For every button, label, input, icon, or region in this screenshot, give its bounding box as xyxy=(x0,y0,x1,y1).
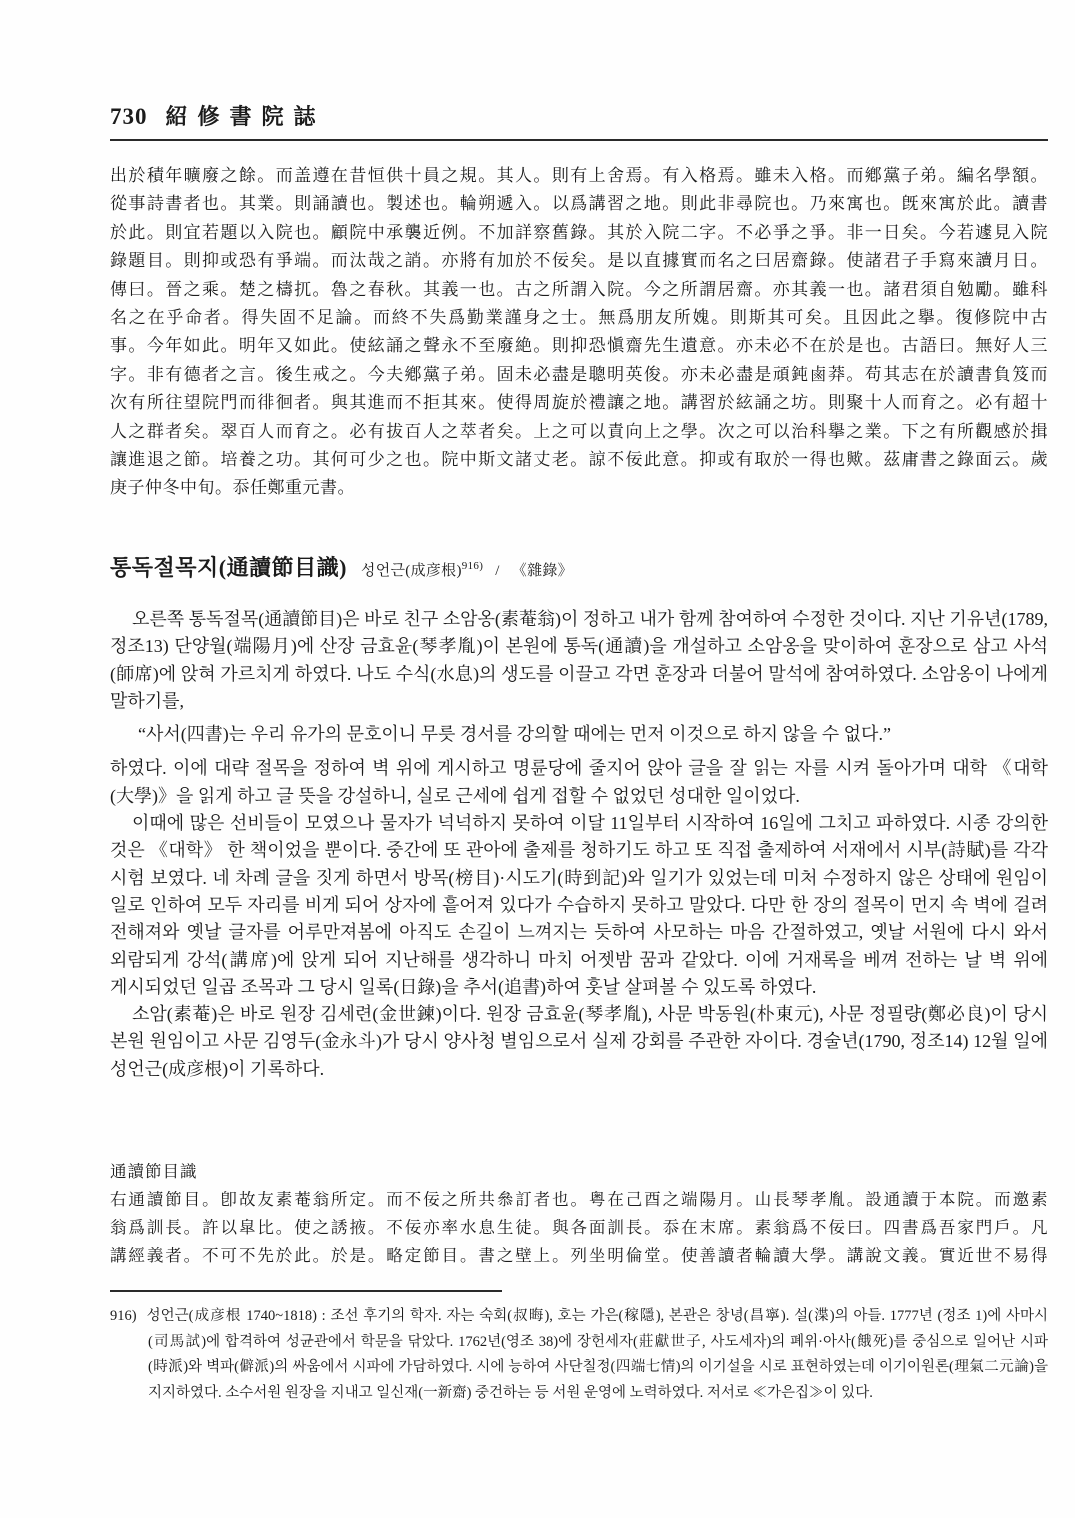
section-meta xyxy=(361,559,573,580)
appendix-line: 右通讀節目。卽故友素菴翁所定。而不佞之所共叅訂者也。粤在己酉之端陽月。山長琴孝胤。設通讀于本院。而邀素 xyxy=(110,1190,1048,1209)
body-paragraph: 소암(素菴)은 바로 원장 김세련(金世鍊)이다. 원장 금효윤(琴孝胤), 사문 박동원(朴東元), 사문 정필량(鄭必良)이 당시 본원 원임이고 사문 김영두(金永斗)가 당시 양사청 별임으로서 실제 강회를 주관한 자이다. 경술년(1790, 정조14) 12월 일에 성언근(成彦根)이 기록하다. xyxy=(110,1004,1048,1079)
hanja-line: 庚子仲冬中旬。忝任鄭重元書。 xyxy=(110,478,355,498)
body-quote: “사서(四書)는 우리 유가의 문호이니 무릇 경서를 강의할 때에는 먼저 이것으로 하지 않을 수 없다.” xyxy=(138,724,891,745)
footnote-reference: 916) xyxy=(461,560,484,572)
hanja-line: 出於積年曠廢之餘。而盖遵在昔恒供十員之規。其人。則有上舍焉。有入格焉。雖未入格。而鄕黨子弟。編名學額。 xyxy=(110,166,1048,185)
meta-separator: / xyxy=(495,563,500,579)
hanja-line: 從事詩書者也。其業。則誦讀也。製述也。輪朔遞入。以爲講習之地。則此非尋院也。乃來寓也。旣來寓於此。讀書 xyxy=(110,194,1048,214)
section-title: 통독절목지(通讀節目識) xyxy=(110,555,347,580)
hanja-line: 錄題目。則抑或恐有爭端。而汰哉之誚。亦將有加於不佞矣。是以直據實而名之曰居齋錄。使諸君子手寫來讀月日。 xyxy=(110,251,1048,271)
footnote-entry xyxy=(110,1304,1048,1406)
hanja-line: 傳曰。晉之乘。楚之檮扤。魯之春秋。其義一也。古之所謂入院。今之所謂居齋。亦其義一也。諸君須自勉勵。雖科 xyxy=(110,279,1048,299)
footnote-text: 성언근(成彦根 1740~1818) : 조선 후기의 학자. 자는 숙회(叔晦), 호는 가은(稼隱), 본관은 창녕(昌寧). 설(渫)의 아들. 1777년 (정조 1)에 사마시(司馬試)에 합격하여 성균관에서 학문을 닦았다. 1762년(영조 38)에 장헌세자(莊獻世子, 사도세자)의 폐위·아사(餓死)를 중심으로 일어난 시파(時派)와 벽파(僻派)의 싸움에서 시파에 가담하였다. 시에 능하여 사단칠정(四端七情)의 이기설을 시로 표현하였는데 이기이원론(理氣二元論)을 지지하였다. 소수서원 원장을 지내고 일신재(一新齋) 중건하는 등 서원 운영에 노력하였다. 저서로 ≪가은집≫이 있다. xyxy=(146,1308,1048,1401)
section-source: 《雜錄》 xyxy=(511,563,573,579)
body-paragraph: 하였다. 이에 대략 절목을 정하여 벽 위에 게시하고 명륜당에 줄지어 앉아 글을 잘 읽는 자를 시켜 돌아가며 대학 《대학(大學)》을 읽게 하고 글 뜻을 강설하니, 실로 근세에 쉽게 접할 수 없었던 성대한 일이었다. xyxy=(110,758,1048,806)
appendix-line: 翁爲訓長。許以皐比。使之誘掖。不佞亦率水息生徒。與各面訓長。忝在末席。素翁爲不佞曰。四書爲吾家門戶。凡 xyxy=(110,1218,1048,1237)
hanja-line: 人之群者矣。翠百人而育之。必有拔百人之萃者矣。上之可以責向上之學。次之可以治科擧之業。下之有所觀感於揖 xyxy=(110,421,1048,441)
hanja-line: 字。非有德者之言。後生戒之。今夫鄕黨子弟。固未必盡是聰明英俊。亦未必盡是頑鈍鹵莽。苟其志在於讀書負笈而 xyxy=(110,364,1048,384)
hanja-line: 讓進退之節。培養之功。其何可少之也。院中斯文諸丈老。諒不佞此意。抑或有取於一得也歟。茲庸書之錄面云。歲 xyxy=(110,450,1048,470)
appendix-heading: 通讀節目識 xyxy=(110,1162,198,1181)
book-title: 紹修書院誌 xyxy=(165,104,326,129)
footnote-divider xyxy=(110,1290,502,1292)
hanja-line: 名之在乎命者。得失固不足論。而終不失爲勤業謹身之士。無爲朋友所媿。則斯其可矣。且因此之擧。復修院中古 xyxy=(110,308,1048,328)
hanja-line: 於此。則宜若題以入院也。顧院中承襲近例。不加詳察舊錄。其於入院二字。不必爭之爭。非一日矣。今若遽見入院 xyxy=(110,222,1048,242)
hanja-text-block xyxy=(110,162,1048,503)
section-author: 성언근(成彦根) xyxy=(360,563,462,579)
body-paragraph: 이때에 많은 선비들이 모였으나 물자가 넉넉하지 못하여 이달 11일부터 시작하여 16일에 그치고 파하였다. 시종 강의한 것은 《대학》 한 책이었을 뿐이다. 중간에 또 관아에 출제를 청하기도 하고 또 직접 출제하여 서재에서 시부(詩賦)를 각각 시험 보였다. 네 차례 글을 짓게 하면서 방목(榜目)·시도기(時到記)와 일기가 있었는데 미처 수정하지 않은 상태에 원임이 일로 인하여 모두 자리를 비게 되어 상자에 흩어져 있다가 수습하지 못하고 말았다. 다만 한 장의 절목이 먼지 속 벽에 걸려 전해져와 옛날 글자를 어루만져봄에 아직도 손길이 느껴지는 듯하여 사모하는 마음 간절하였고, 옛날 서원에 다시 와서 외람되게 강석(講席)에 앉게 되어 지난해를 생각하니 마치 어젯밤 꿈과 같았다. 이에 거재록을 베껴 전하는 날 벽 위에 게시되었던 일곱 조목과 그 당시 일록(日錄)을 추서(追書)하여 훗날 살펴볼 수 있도록 하였다. xyxy=(110,813,1048,997)
running-head xyxy=(110,100,1048,141)
appendix-line: 講經義者。不可不先於此。於是。略定節目。書之壁上。列坐明倫堂。使善讀者輪讀大學。講說文義。實近世不易得 xyxy=(110,1246,1048,1265)
page-number: 730 xyxy=(110,104,148,129)
body-paragraph: 오른쪽 통독절목(通讀節目)은 바로 친구 소암옹(素菴翁)이 정하고 내가 함께 참여하여 수정한 것이다. 지난 기유년(1789, 정조13) 단양월(端陽月)에 산장 금효윤(琴孝胤)이 본원에 통독(通讀)을 개설하고 소암옹을 맞이하여 훈장으로 삼고 사석(師席)에 앉혀 가르치게 하였다. 나도 수식(水息)의 생도를 이끌고 각면 훈장과 더불어 말석에 참여하였다. 소암옹이 나에게 말하기를, xyxy=(110,609,1048,711)
chinese-appendix xyxy=(110,1158,1048,1270)
section-heading xyxy=(110,551,1048,582)
hanja-line: 事。今年如此。明年又如此。使絃誦之聲永不至廢絶。則抑恐愼齋先生遺意。亦未必不在於是也。古語曰。無好人三 xyxy=(110,336,1048,356)
korean-body xyxy=(110,606,1048,1083)
footnote-marker: 916) xyxy=(110,1308,137,1324)
footnote-area xyxy=(110,1290,1048,1406)
hanja-line: 次有所往望院門而徘徊者。與其進而不拒其來。使得周旋於禮讓之地。講習於絃誦之坊。則聚十人而育之。必有超十 xyxy=(110,393,1048,413)
